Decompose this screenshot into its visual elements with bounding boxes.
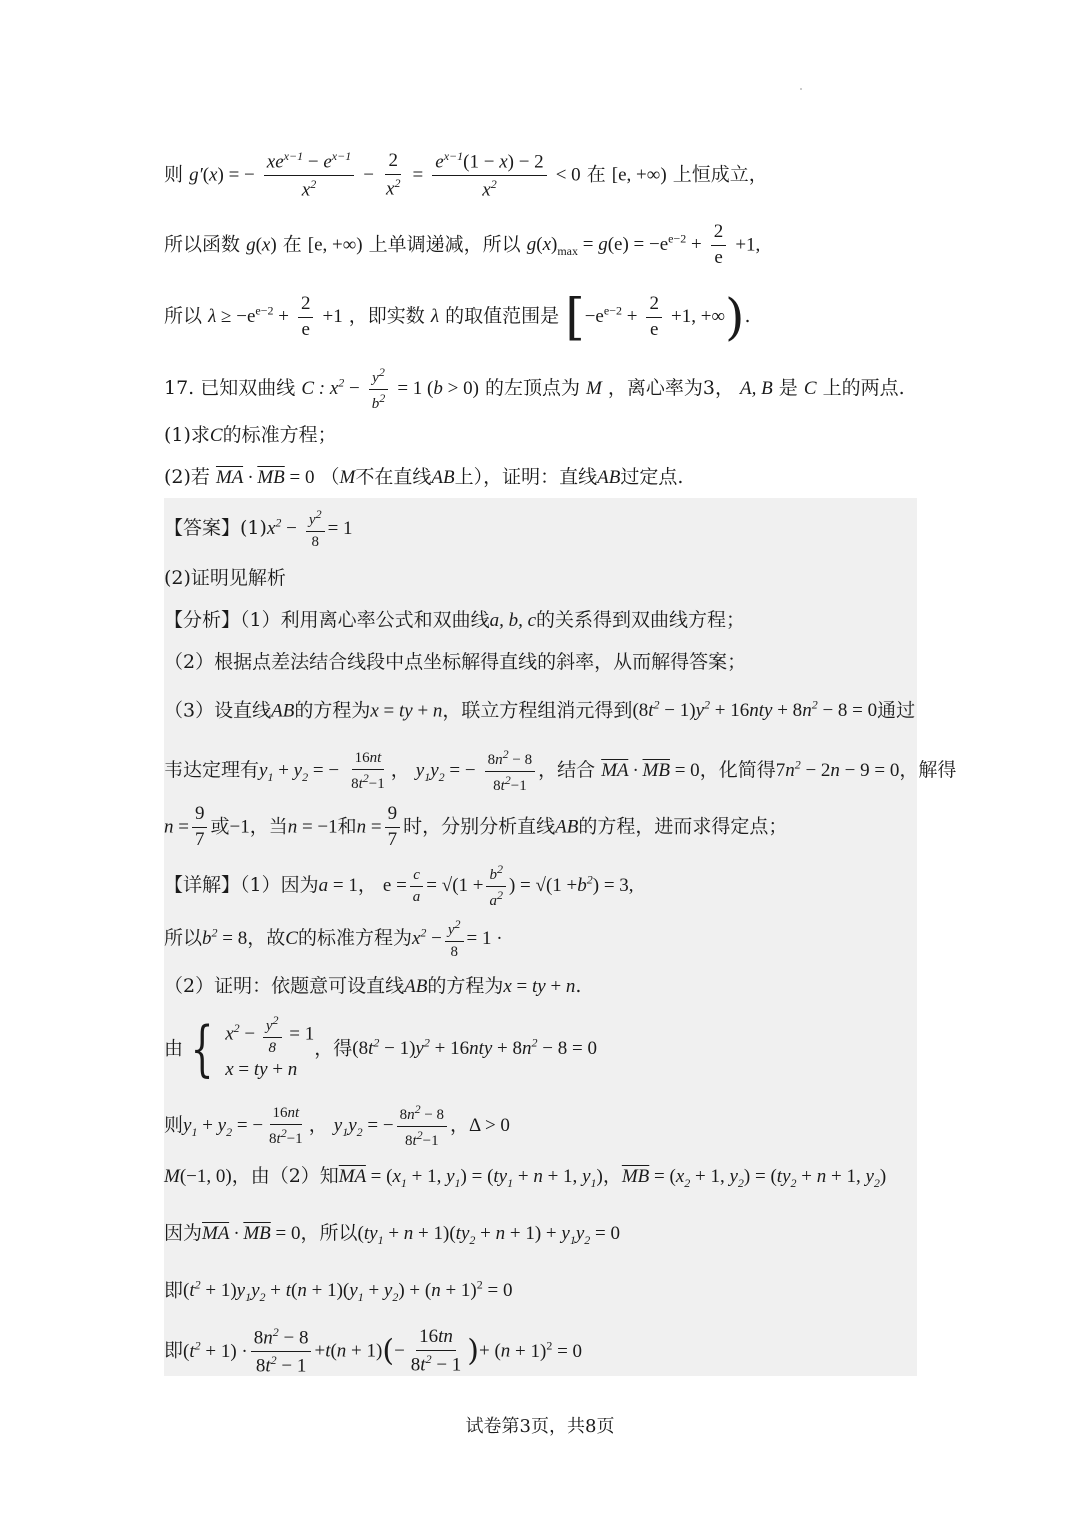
- text: 的方程为: [294, 699, 371, 722]
- detail-line-2: 所以$b^2 = 8$，故C的标准方程为$x^2$ − $\frac{y^2}{8}$ = 1 ·: [164, 917, 503, 960]
- text: 的左顶点为: [484, 377, 580, 399]
- text: 所以: [164, 927, 203, 949]
- text: （2）证明：依题意可设直线: [164, 975, 405, 997]
- text: ，: [357, 874, 377, 896]
- text: 的方程为: [427, 975, 504, 997]
- text: 因为: [164, 1222, 203, 1244]
- text: 的方程，进而求得定点；: [578, 815, 788, 838]
- text: 即: [164, 1339, 184, 1362]
- text: ，离心率为3，: [607, 377, 734, 399]
- question-17: 17. 已知双曲线 C : $x^2$ − $\frac{y^2}{b^2}$ = 1 (b > 0) 的左顶点为 M ，离心率为3， A, B 是 C 上的两点.: [164, 365, 905, 412]
- question-part-1: (1)求C的标准方程；: [164, 424, 337, 446]
- text: （1）利用离心率公式和双曲线: [240, 609, 490, 631]
- text: 和: [337, 815, 357, 838]
- line-lambda-range: 所以 $\lambda \ge -e^{e-2}$ + $\frac{2}{e}$ +1 ，即实数 λ 的取值范围是 [$-e^{e-2}$ + $\frac{2}{e}$ +1, +∞).: [164, 288, 751, 346]
- fraction: $\frac{xe^{x-1} - e^{x-1}}{x^2}$: [264, 150, 354, 201]
- line-monotone: 所以函数 g(x) 在 [e, +∞) 上单调递减，所以 $g(x)_{max} = g(e) = -e^{e-2}$ + $\frac{2}{e}$ +1,: [164, 221, 761, 268]
- text: 或: [210, 815, 230, 838]
- detail-label: 【详解】: [164, 874, 241, 896]
- text: 过定点.: [620, 466, 684, 488]
- text: 所以函数: [164, 233, 241, 256]
- text: 在: [586, 163, 606, 186]
- text: 则: [164, 163, 184, 186]
- text: ，得: [314, 1037, 353, 1060]
- text: 的标准方程；: [222, 424, 337, 446]
- text: ，: [390, 759, 410, 781]
- analysis-line-3: （3）设直线AB的方程为x = ty + n，联立方程组消元得到$(8t^2 - 1)y^2 + 16nty + 8n^2 - 8 = 0$通过: [164, 698, 916, 722]
- text: ，即实数: [348, 305, 425, 327]
- text: 的标准方程为: [297, 927, 412, 949]
- text: ，由（2）知: [231, 1165, 339, 1187]
- analysis-line-1: 【分析】（1）利用离心率公式和双曲线a, b, c的关系得到双曲线方程；: [164, 609, 746, 631]
- text: （3）设直线: [164, 699, 272, 722]
- line-gprime: 则 g′(x) = − $\frac{xe^{x-1} - e^{x-1}}{x^2}$ − $\frac{2}{x^2}$ = $\frac{e^{x-1}(1 - x) - 2}{x^2}$ < 0 在 [e, +∞) 上恒成立，: [164, 149, 768, 201]
- detail-line-4: 由 { $x^2$ − $\frac{y^2}{8}$ = 1 x = ty + n ，得$(8t^2 - 1)y^2 + 16nty + 8n^2 - 8 = 0$: [164, 1013, 597, 1085]
- text: （1）因为: [240, 874, 319, 896]
- text: 上），证明：直线: [454, 466, 598, 488]
- text: (1): [240, 517, 267, 539]
- detail-line-8: 即$(t^2 + 1)y_1y_2 + t(n + 1)(y_1 + y_2) + (n + 1)^2 = 0$: [164, 1278, 513, 1305]
- detail-line-7: 因为$\overline{MA} \cdot \overline{MB} = 0$，所以$(ty_1 + n + 1)(ty_2 + n + 1) + y_1y_2 = 0$: [164, 1222, 620, 1247]
- question-part-2: (2)若 $\overline{MA} \cdot \overline{MB} = 0$ （M不在直线AB上），证明：直线AB过定点.: [164, 466, 684, 488]
- text: 则: [164, 1114, 184, 1136]
- text: 上的两点.: [822, 377, 905, 399]
- text: ，化简得: [699, 759, 776, 781]
- text: 由: [164, 1037, 184, 1060]
- text: ，当: [249, 815, 288, 838]
- text: ，: [450, 1114, 470, 1136]
- text: 不在直线: [355, 466, 432, 488]
- text: (2)若: [164, 466, 210, 488]
- detail-line-5: 则$y_1 + y_2$ = − $\frac{16nt}{8t^2-1}$ ， $y_1y_2$ = − $\frac{8n^2 - 8}{8t^2-1}$ ，Δ > 0: [164, 1102, 510, 1149]
- detail-line-9: 即$(t^2 + 1)$ · $\frac{8n^2 - 8}{8t^2 - 1}$ +t(n + 1)(− $\frac{16tn}{8t^2 - 1}$ )+ $(n + 1)^2 = 0$: [164, 1325, 583, 1377]
- text: ，解得: [899, 759, 957, 781]
- text: ，: [602, 1165, 622, 1187]
- text: 的关系得到双曲线方程；: [536, 609, 746, 631]
- page-footer: 试卷第3页，共8页: [465, 1416, 615, 1437]
- text: 的取值范围是: [445, 305, 560, 327]
- text: 通过: [877, 699, 916, 722]
- text: 时，分别分析直线: [403, 815, 556, 838]
- detail-line-3: （2）证明：依题意可设直线AB的方程为x = ty + n.: [164, 975, 582, 997]
- detail-line-6: M(−1, 0)，由（2）知$\overline{MA} = (x_1 + 1$, $y_1) = (ty_1 + n + 1$, $y_1$)，$\overline{MB} = (x_2 + 1$, $y_2) = (ty_2 + n + 1$, $y_2$): [164, 1165, 887, 1190]
- text: 即: [164, 1279, 184, 1302]
- text: ，结合: [538, 759, 596, 781]
- text: ，联立方程组消元得到: [442, 699, 633, 722]
- analysis-line-2: （2）根据点差法结合线段中点坐标解得直线的斜率，从而解得答案；: [164, 651, 747, 673]
- detail-line-1: 【详解】（1）因为a = 1， e = $\frac{c}{a}$ = √(1 + $\frac{b^2}{a^2}$ ) = $√(1 +b^2) = 3$,: [164, 862, 634, 909]
- text: 17. 已知双曲线: [164, 377, 296, 399]
- text: 在: [282, 233, 302, 256]
- analysis-line-4: 韦达定理有$y_1 + y_2$ = − $\frac{16nt}{8t^2-1}$ ， $y_1y_2$ = − $\frac{8n^2 - 8}{8t^2-1}$ ，结合 $\overline{MA} \cdot \overline{MB} = 0$，化简得$7n^2 - 2n - 9 = 0$，解得: [164, 747, 957, 794]
- text: ，故: [247, 927, 286, 949]
- text: 韦达定理有: [164, 759, 260, 781]
- text: 上恒成立，: [672, 163, 768, 186]
- page-dot: [800, 88, 802, 90]
- answer-line: 【答案】$(1)x^2$ − $\frac{y^2}{8}$ = 1: [164, 507, 353, 550]
- answer-label: 【答案】: [164, 517, 241, 539]
- text: (1)求: [164, 424, 210, 446]
- text: 上单调递减，所以: [368, 233, 521, 256]
- analysis-label: 【分析】: [164, 609, 241, 631]
- analysis-line-5: n = $\frac{9}{7}$ 或−1，当n = −1和n = $\frac{9}{7}$ 时，分别分析直线AB的方程，进而求得定点；: [164, 803, 788, 850]
- text: （: [320, 466, 340, 488]
- text: ，: [308, 1114, 328, 1136]
- text: ，所以: [300, 1222, 358, 1244]
- answer-part-2: (2)证明见解析: [164, 567, 286, 589]
- text: 是: [778, 377, 798, 399]
- text: 所以: [164, 305, 203, 327]
